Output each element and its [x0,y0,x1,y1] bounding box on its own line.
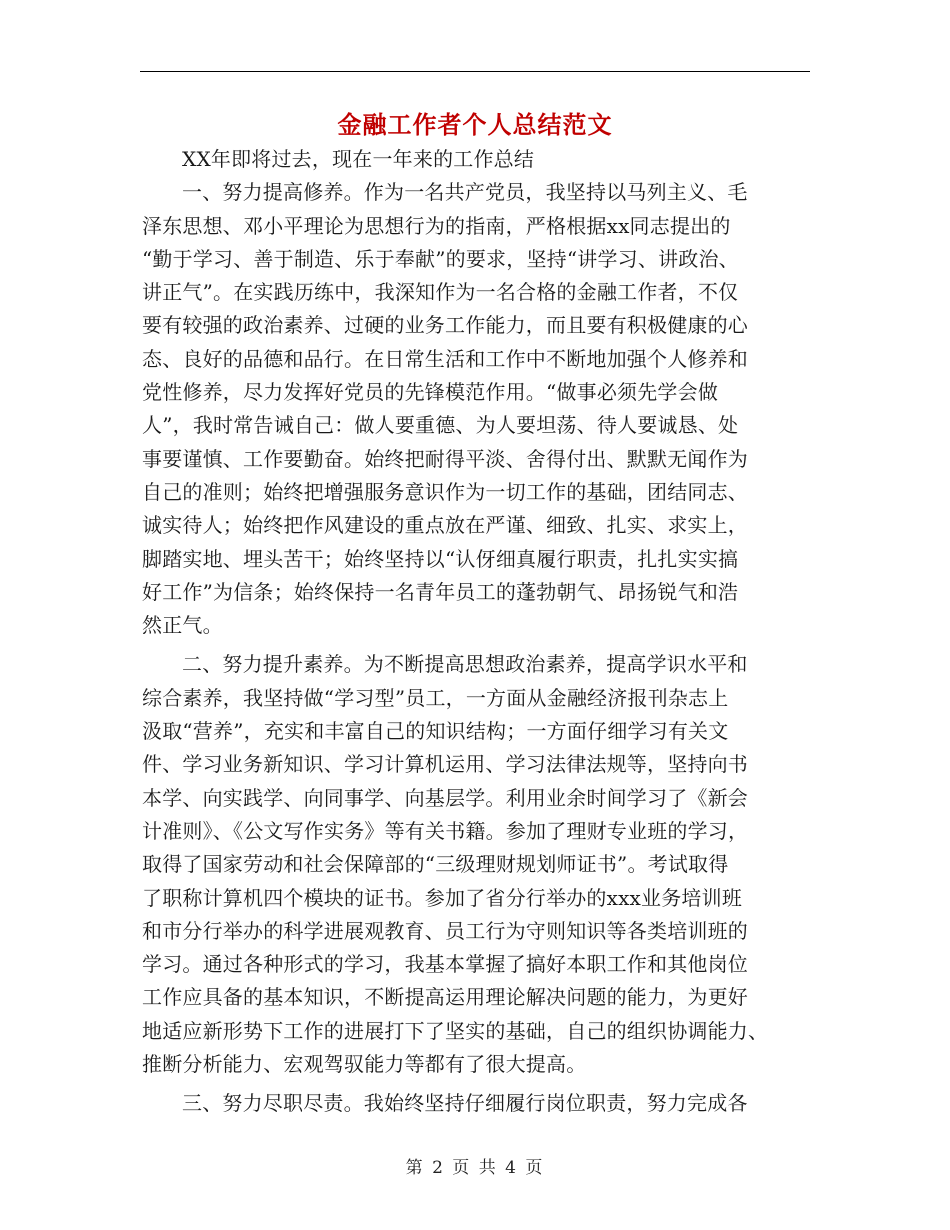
section-2-line: 综合素养，我坚持做“学习型”员工，一方面从金融经济报刊杂志上 [142,685,729,710]
section-1-line: 诚实待人；始终把作风建设的重点放在严谨、细致、扎实、求实上， [142,513,748,538]
section-1-line: 要有较强的政治素养、过硬的业务工作能力，而且要有积极健康的心 [142,313,748,338]
section-1-line: 好工作”为信条；始终保持一名青年员工的蓬勃朝气、昂扬锐气和浩 [142,579,739,604]
section-2-line: 取得了国家劳动和社会保障部的“三级理财规划师证书”。考试取得 [142,852,729,877]
section-2-line: 推断分析能力、宏观驾驭能力等都有了很大提高。 [142,1052,587,1077]
intro-line: XX年即将过去，现在一年来的工作总结 [182,147,535,171]
document-title: 金融工作者个人总结范文 [337,110,613,139]
section-2-line: 件、学习业务新知识、学习计算机运用、学习法律法规等，坚持向书 [142,752,748,777]
section-1-line: 脚踏实地、埋头苦干；始终坚持以“认伢细真履行职责，扎扎实实搞 [142,546,739,571]
section-1-line: 讲正气”。在实践历练中，我深知作为一名合格的金融工作者，不仅 [142,280,739,305]
section-1-line: 然正气。 [142,613,223,638]
section-3-line: 三、努力尽职尽责。我始终坚持仔细履行岗位职责，努力完成各 [182,1091,748,1116]
document-body [142,143,814,1121]
section-2-line: 本学、向实践学、向同事学、向基层学。利用业余时间学习了《新会 [142,785,748,810]
section-2-line: 了职称计算机四个模块的证书。参加了省分行举办的xxx业务培训班 [142,885,743,910]
section-1-line: 泽东思想、邓小平理论为思想行为的指南，严格根据xx同志提出的 [142,213,731,238]
section-2-line: 二、努力提升素养。为不断提高思想政治素养，提高学识水平和 [182,652,748,677]
section-2-line: 学习。通过各种形式的学习，我基本掌握了搞好本职工作和其他岗位 [142,952,748,977]
page-number-footer: 第 2 页 共 4 页 [405,1158,545,1178]
section-1-line: 一、努力提高修养。作为一名共产党员，我坚持以马列主义、毛 [182,180,748,205]
section-2-line: 工作应具备的基本知识，不断提高运用理论解决问题的能力，为更好 [142,985,748,1010]
section-1-line: 态、良好的品德和品行。在日常生活和工作中不断地加强个人修养和 [142,346,748,371]
header-rule [140,71,810,72]
section-1-line: “勤于学习、善于制造、乐于奉献”的要求，坚持“讲学习、讲政治、 [142,246,739,271]
section-1-line: 事要谨慎、工作要勤奋。始终把耐得平淡、舍得付出、默默无闻作为 [142,446,748,471]
section-1-line: 人”，我时常告诫自己：做人要重德、为人要坦荡、待人要诚恳、处 [142,413,739,438]
section-1-line: 自己的准则；始终把增强服务意识作为一切工作的基础，团结同志、 [142,479,748,504]
section-2-line: 和市分行举办的科学进展观教育、员工行为守则知识等各类培训班的 [142,918,748,943]
section-2-line: 地适应新形势下工作的进展打下了坚实的基础，自己的组织协调能力、 [142,1018,769,1043]
section-2-line: 计准则》、《公文写作实务》等有关书籍。参加了理财专业班的学习， [142,818,749,843]
section-2-line: 汲取“营养”，充实和丰富自己的知识结构；一方面仔细学习有关文 [142,719,729,744]
section-1-line: 党性修养，尽力发挥好党员的先锋模范作用。“做事必须先学会做 [142,380,719,405]
